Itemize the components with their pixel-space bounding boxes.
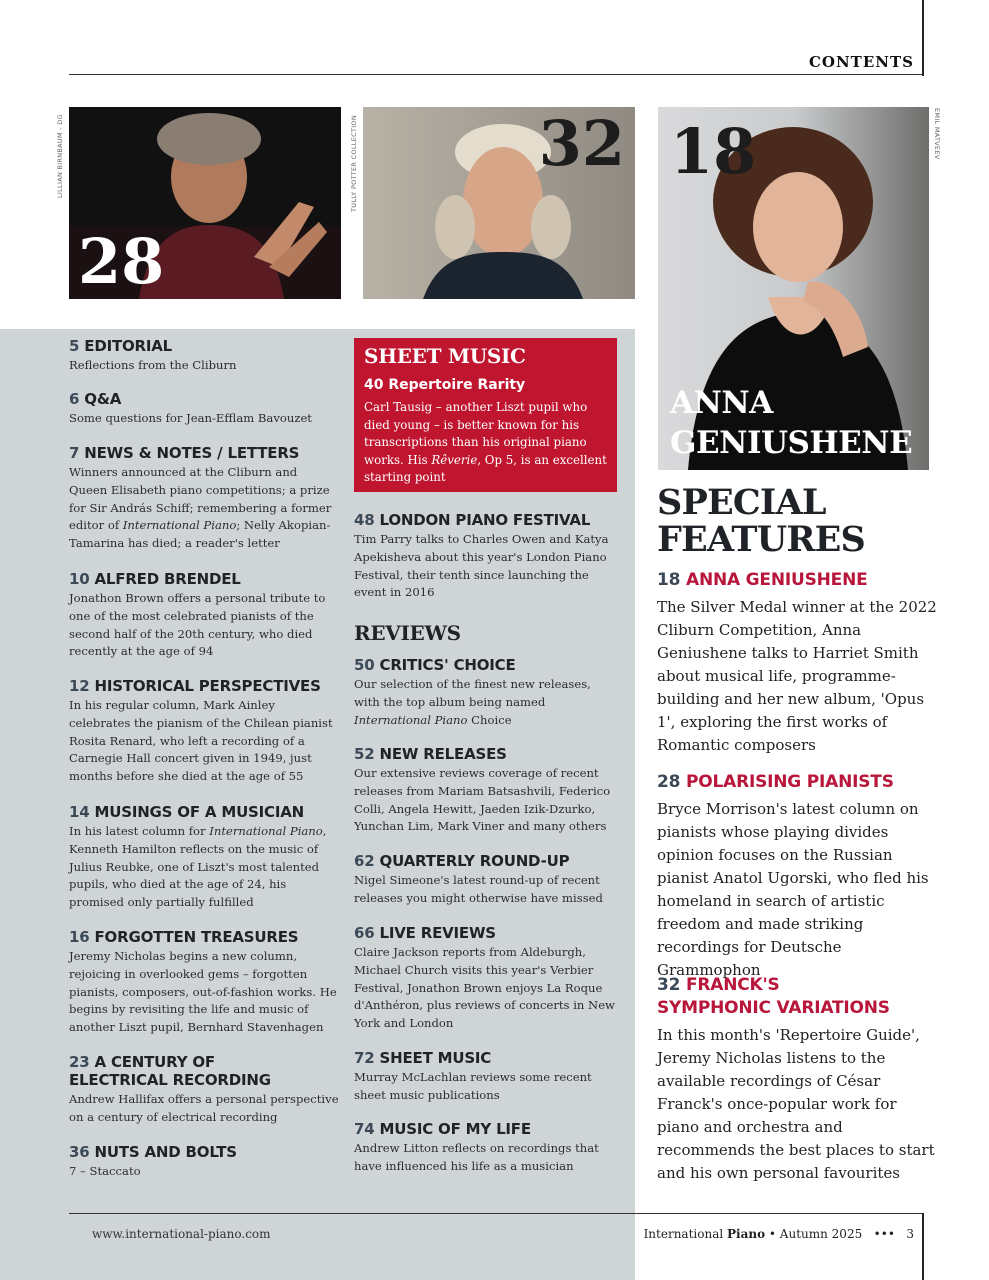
toc-item-description: 7 – Staccato <box>69 1164 141 1178</box>
page-number: 6 <box>69 390 80 408</box>
page-number: 72 <box>354 1049 375 1067</box>
photo-28-number: 28 <box>78 225 165 298</box>
toc-item-description: In his regular column, Mark Ainley celebrates the pianism of the Chilean pianist Rosita Renard, who left a recording of a Carnegie Hall concert given in 1949, just months before she died at the age of 55 <box>69 698 333 784</box>
heading-line-2: FEATURES <box>657 519 865 560</box>
toc-item-title <box>69 803 339 821</box>
text-part: , Op 5, is an excellent starting point <box>364 452 607 485</box>
caption-line-1: ANNA <box>670 385 773 421</box>
item-title: POLARISING PIANISTS <box>685 772 894 792</box>
page-number: 18 <box>657 570 681 590</box>
text-part: Carl Tausig – another Liszt pupil who died young – is better known for his transcriptions than his original piano works. His <box>364 400 588 467</box>
item-title-line-1: FRANCK'S <box>685 975 780 995</box>
header-vertical-rule <box>922 0 924 76</box>
toc-item-title <box>69 570 339 588</box>
toc-item-description: Murray McLachlan reviews some recent sheet music publications <box>354 1070 592 1102</box>
toc-item-description: Reflections from the Cliburn <box>69 358 237 372</box>
page-number: 14 <box>69 803 90 821</box>
item-title: LONDON PIANO FESTIVAL <box>379 511 591 529</box>
toc-item-title <box>69 928 339 946</box>
item-title-line-2: ELECTRICAL RECORDING <box>69 1071 271 1089</box>
toc-item-qa[interactable] <box>69 390 339 428</box>
magazine-title-italic: International Piano <box>354 712 468 727</box>
page-number: 3 <box>906 1227 914 1241</box>
text-part: In his latest column for <box>69 824 210 838</box>
footer-vertical-rule <box>922 1213 924 1280</box>
item-title: ANNA GENIUSHENE <box>685 570 868 590</box>
toc-item-quarterly-round-up[interactable] <box>354 852 619 908</box>
toc-item-description <box>69 464 339 553</box>
text-part: ; Nelly Akopian-Tamarina has died; a reader's letter <box>69 518 331 551</box>
feature-item-anna-geniushene[interactable] <box>657 569 942 757</box>
page-number: 50 <box>354 656 375 674</box>
toc-item-london-piano-festival[interactable] <box>354 511 619 602</box>
feature-item-description: The Silver Medal winner at the 2022 Cliburn Competition, Anna Geniushene talks to Harriet Smith about musical life, programme-building and her new album, 'Opus 1', exploring the first works of Romantic composers <box>657 598 937 754</box>
feature-item-francks-symphonic-variations[interactable] <box>657 974 942 1185</box>
toc-item-title <box>69 1143 339 1161</box>
toc-item-title <box>354 745 619 763</box>
heading-line-1: SPECIAL <box>657 482 826 523</box>
toc-item-title <box>354 656 619 674</box>
page-number: 66 <box>354 924 375 942</box>
photo-28-pianist[interactable] <box>69 107 341 299</box>
toc-item-description: Claire Jackson reports from Aldeburgh, Michael Church visits this year's Verbier Festival, Jonathon Brown enjoys La Roque d'Anthéron, plus reviews of concerts in New York and London <box>354 945 615 1031</box>
page-number: 7 <box>69 444 80 462</box>
photo-credit-32: TULLY POTTER COLLECTION <box>350 114 358 212</box>
item-title: NUTS AND BOLTS <box>94 1143 237 1161</box>
toc-item-critics-choice[interactable] <box>354 656 619 729</box>
toc-item-title <box>354 852 619 870</box>
photo-32-portrait[interactable] <box>363 107 635 299</box>
item-title: MUSINGS OF A MUSICIAN <box>94 803 304 821</box>
item-title: EDITORIAL <box>84 337 173 355</box>
sheet-music-heading: SHEET MUSIC <box>364 344 526 368</box>
feature-item-description: In this month's 'Repertoire Guide', Jeremy Nicholas listens to the available recordings of César Franck's once-popular work for piano and orchestra and recommends the best places to start and his own personal favourites <box>657 1026 935 1182</box>
toc-item-description: Andrew Litton reflects on recordings that have influenced his life as a musician <box>354 1141 599 1173</box>
item-title: HISTORICAL PERSPECTIVES <box>94 677 321 695</box>
toc-item-title <box>69 677 339 695</box>
toc-item-description: Jeremy Nicholas begins a new column, rejoicing in overlooked gems – forgotten pianists, composers, out-of-fashion works. He begins by revisiting the life and music of another Liszt pupil, Bernhard Stavenhagen <box>69 949 337 1035</box>
page-number: 16 <box>69 928 90 946</box>
feature-item-title <box>657 974 942 1020</box>
text-part: , Kenneth Hamilton reflects on the music of Julius Reubke, one of Liszt's most talented pupils, who died at the age of 24, his promised only partially fulfilled <box>69 824 327 910</box>
item-title: NEWS & NOTES / LETTERS <box>84 444 300 462</box>
item-title: FORGOTTEN TREASURES <box>94 928 299 946</box>
feature-item-title <box>657 569 942 592</box>
special-features-heading <box>657 484 865 558</box>
toc-item-title <box>69 444 339 462</box>
toc-item-title <box>69 337 339 355</box>
magazine-name-prefix: International <box>643 1227 727 1241</box>
photo-18-number: 18 <box>670 115 757 188</box>
toc-item-alfred-brendel[interactable] <box>69 570 339 661</box>
toc-item-forgotten-treasures[interactable] <box>69 928 339 1037</box>
toc-item-title <box>354 924 619 942</box>
feature-item-polarising-pianists[interactable] <box>657 771 942 982</box>
item-title: LIVE REVIEWS <box>379 924 496 942</box>
toc-item-title <box>354 1049 619 1067</box>
separator-dots: ••• <box>873 1227 895 1241</box>
toc-item-title <box>354 511 619 529</box>
toc-item-description: Some questions for Jean-Efflam Bavouzet <box>69 411 312 425</box>
repertoire-rarity-description <box>364 399 609 487</box>
footer-magazine-info <box>644 1227 914 1241</box>
magazine-title-italic: International Piano <box>209 824 323 838</box>
toc-item-title <box>354 1120 619 1138</box>
toc-item-description: Our extensive reviews coverage of recent releases from Mariam Batsashvili, Federico Colli, Angela Hewitt, Jaeden Izik-Dzurko, Yunchan Lim, Mark Viner and many others <box>354 766 611 834</box>
toc-item-musings-of-a-musician[interactable] <box>69 803 339 912</box>
section-title: CONTENTS <box>808 53 914 71</box>
toc-item-new-releases[interactable] <box>354 745 619 836</box>
text-part: Choice <box>467 712 512 727</box>
page-number: 23 <box>69 1053 90 1071</box>
page-number: 40 <box>364 377 384 393</box>
page-number: 36 <box>69 1143 90 1161</box>
issue-label: • Autumn 2025 <box>765 1227 863 1241</box>
toc-item-description: Jonathon Brown offers a personal tribute to one of the most celebrated pianists of the second half of the 20th century, who died recently at the age of 94 <box>69 591 326 659</box>
repertoire-rarity-title <box>364 377 525 393</box>
footer-rule <box>69 1213 924 1214</box>
photo-credit-28: LILLIAN BIRNBAUM - DG <box>56 114 64 198</box>
toc-item-live-reviews[interactable] <box>354 924 619 1033</box>
page-number: 48 <box>354 511 375 529</box>
toc-item-sheet-music[interactable] <box>354 1049 619 1105</box>
photo-18-caption <box>670 383 912 463</box>
page-number: 28 <box>657 772 681 792</box>
toc-item-nuts-and-bolts[interactable] <box>69 1143 339 1181</box>
item-title: QUARTERLY ROUND-UP <box>379 852 570 870</box>
item-title: CRITICS' CHOICE <box>379 656 516 674</box>
item-title: MUSIC OF MY LIFE <box>379 1120 531 1138</box>
toc-item-historical-perspectives[interactable] <box>69 677 339 786</box>
page-number: 32 <box>657 975 681 995</box>
item-title: Repertoire Rarity <box>388 377 526 393</box>
item-title: NEW RELEASES <box>379 745 507 763</box>
work-title-italic: Rêverie <box>431 452 478 467</box>
toc-item-description <box>354 676 619 729</box>
photo-32-number: 32 <box>538 107 625 180</box>
text-part: Winners announced at the Cliburn and Queen Elisabeth piano competitions; a prize for Sir András Schiff; remembering a former editor of <box>69 465 332 533</box>
item-title: ALFRED BRENDEL <box>94 570 241 588</box>
toc-item-century-of-electrical-recording[interactable] <box>69 1053 339 1127</box>
toc-item-description: Andrew Hallifax offers a personal perspective on a century of electrical recording <box>69 1092 339 1124</box>
page-number: 10 <box>69 570 90 588</box>
page-number: 12 <box>69 677 90 695</box>
page-number: 52 <box>354 745 375 763</box>
item-title-line-2: SYMPHONIC VARIATIONS <box>657 998 890 1018</box>
footer-website-link[interactable]: www.international-piano.com <box>92 1227 271 1241</box>
toc-item-music-of-my-life[interactable] <box>354 1120 619 1176</box>
magazine-name-bold: Piano <box>727 1227 766 1241</box>
toc-item-description: Tim Parry talks to Charles Owen and Katya Apekisheva about this year's London Piano Festival, their tenth since launching the event in 2016 <box>354 532 609 600</box>
page-number: 5 <box>69 337 80 355</box>
toc-item-description: Nigel Simeone's latest round-up of recent releases you might otherwise have missed <box>354 873 603 905</box>
magazine-title-italic: International Piano <box>122 518 237 533</box>
photo-credit-18: EMIL MATVEEV <box>933 108 941 160</box>
text-part: Our selection of the finest new releases, with the top album being named <box>354 677 591 709</box>
reviews-heading: REVIEWS <box>354 621 461 645</box>
toc-item-title <box>69 390 339 408</box>
feature-item-title <box>657 771 942 794</box>
toc-item-editorial[interactable] <box>69 337 339 375</box>
toc-item-description <box>69 823 339 912</box>
feature-item-description: Bryce Morrison's latest column on pianists whose playing divides opinion focuses on the Russian pianist Anatol Ugorski, who fled his homeland in search of artistic freedom and made striking recordings for Deutsche Grammophon <box>657 800 929 979</box>
item-title: Q&A <box>84 390 122 408</box>
toc-item-news-notes-letters[interactable] <box>69 444 339 553</box>
page-number: 62 <box>354 852 375 870</box>
item-title-line-1: A CENTURY OF <box>94 1053 215 1071</box>
page-number: 74 <box>354 1120 375 1138</box>
sheet-music-feature-box[interactable] <box>354 338 617 492</box>
toc-item-title <box>69 1053 339 1089</box>
header-rule <box>69 74 924 75</box>
caption-line-2: GENIUSHENE <box>670 425 913 461</box>
item-title: SHEET MUSIC <box>379 1049 492 1067</box>
